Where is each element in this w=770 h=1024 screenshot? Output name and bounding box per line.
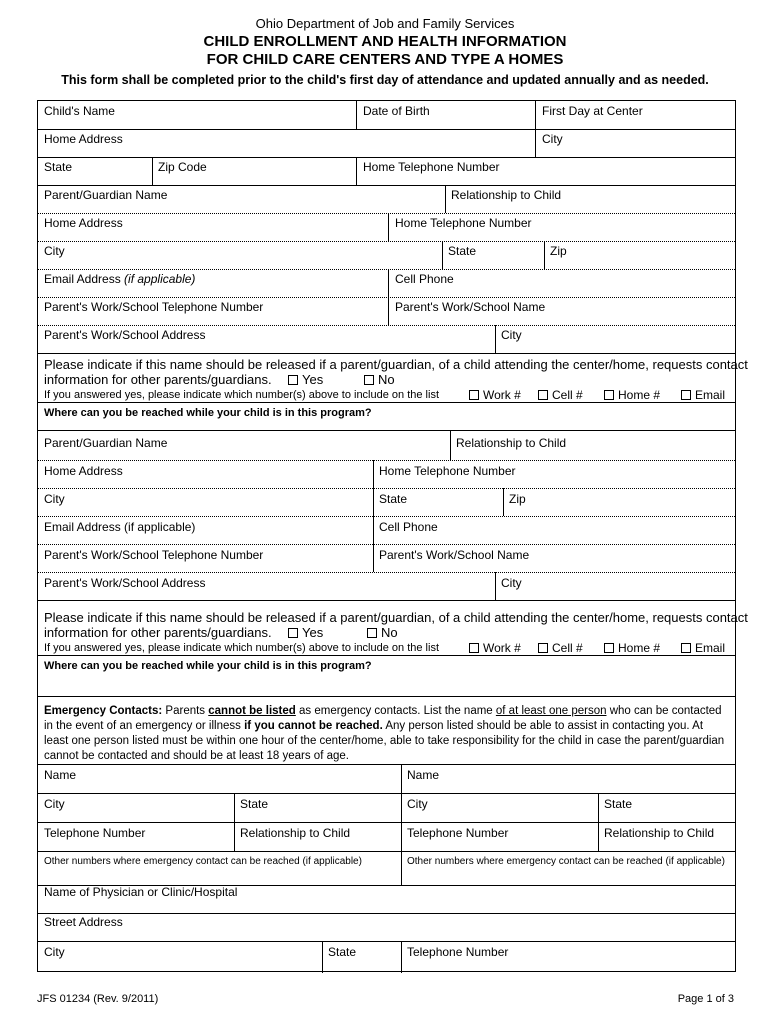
parent1-release-no[interactable]: No [364,372,395,387]
ec1-city-field[interactable]: City [44,797,65,811]
checkbox-icon [364,375,374,385]
form-title-line-1: CHILD ENROLLMENT AND HEALTH INFORMATION [203,33,567,50]
parent2-relationship-field[interactable]: Relationship to Child [456,436,567,450]
child-state-field[interactable]: State [44,160,73,174]
parent1-email-field[interactable]: Email Address (if applicable) [44,272,196,286]
parent1-work-phone-field[interactable]: Parent's Work/School Telephone Number [44,300,264,314]
ec2-phone-field[interactable]: Telephone Number [407,826,509,840]
parent1-opt-email[interactable]: Email [681,388,725,402]
parent1-cell-field[interactable]: Cell Phone [395,272,454,286]
parent2-release-no[interactable]: No [367,625,398,640]
ec2-state-field[interactable]: State [604,797,633,811]
child-zip-field[interactable]: Zip Code [158,160,207,174]
checkbox-icon [538,390,548,400]
parent1-release-question: Please indicate if this name should be released if a parent/guardian, of a child attending the center/home, requests contact [44,357,748,372]
parent1-release-yes[interactable]: Yes [288,372,323,387]
parent1-state-field[interactable]: State [448,244,477,258]
parent2-opt-work[interactable]: Work # [469,641,521,655]
physician-street-field[interactable]: Street Address [44,915,123,929]
enrollment-form [37,100,748,972]
ec1-name-field[interactable]: Name [44,768,77,782]
physician-city-field[interactable]: City [44,945,65,959]
parent1-relationship-field[interactable]: Relationship to Child [451,188,562,202]
date-of-birth-field[interactable]: Date of Birth [363,104,430,118]
parent2-work-phone-field[interactable]: Parent's Work/School Telephone Number [44,548,264,562]
checkbox-icon [288,375,298,385]
parent2-name-field[interactable]: Parent/Guardian Name [44,436,168,450]
parent1-numbers-question: If you answered yes, please indicate which number(s) above to include on the list [44,389,439,401]
parent2-home-address-field[interactable]: Home Address [44,464,123,478]
parent2-cell-field[interactable]: Cell Phone [379,520,438,534]
parent1-home-address-field[interactable]: Home Address [44,216,123,230]
parent2-numbers-question: If you answered yes, please indicate which number(s) above to include on the list [44,642,439,654]
parent2-opt-email[interactable]: Email [681,641,725,655]
physician-state-field[interactable]: State [328,945,357,959]
checkbox-icon [469,643,479,653]
parent2-release-yes[interactable]: Yes [288,625,323,640]
childs-name-field[interactable]: Child's Name [44,104,115,118]
parent2-email-field[interactable]: Email Address (if applicable) [44,520,196,534]
form-title-line-2: FOR CHILD CARE CENTERS AND TYPE A HOMES [206,51,564,68]
emergency-contacts-instructions: Emergency Contacts: Parents cannot be listed as emergency contacts. List the name of at least one person who can be contacted in the event of an emergency or illness if you cannot be reached. Any person listed should be able to assist in contacting you. At least one person listed must be within one hour of the center/home, able to take responsibility for the child in case the parent/guardian cannot be contacted and should be at least 18 years of age. [44,705,725,762]
page-number: Page 1 of 3 [677,993,734,1005]
parent1-release-line2: information for other parents/guardians. [44,372,272,387]
physician-name-field[interactable]: Name of Physician or Clinic/Hospital [44,885,238,899]
form-id: JFS 01234 (Rev. 9/2011) [37,993,159,1005]
parent1-opt-home[interactable]: Home # [604,388,660,402]
child-home-phone-field[interactable]: Home Telephone Number [363,160,500,174]
parent2-opt-cell[interactable]: Cell # [538,641,583,655]
parent1-work-city-field[interactable]: City [501,328,522,342]
parent1-zip-field[interactable]: Zip [550,244,567,258]
checkbox-icon [604,390,614,400]
checkbox-icon [681,390,691,400]
parent2-work-address-field[interactable]: Parent's Work/School Address [44,576,206,590]
parent1-opt-cell[interactable]: Cell # [538,388,583,402]
parent1-opt-work[interactable]: Work # [469,388,521,402]
parent2-work-city-field[interactable]: City [501,576,522,590]
ec2-name-field[interactable]: Name [407,768,440,782]
parent1-reach-question[interactable]: Where can you be reached while your child is in this program? [44,407,372,419]
physician-phone-field[interactable]: Telephone Number [407,945,509,959]
checkbox-icon [288,628,298,638]
parent1-name-field[interactable]: Parent/Guardian Name [44,188,168,202]
parent2-city-field[interactable]: City [44,492,65,506]
ec1-state-field[interactable]: State [240,797,269,811]
parent1-work-address-field[interactable]: Parent's Work/School Address [44,328,206,342]
ec2-city-field[interactable]: City [407,797,428,811]
form-instruction: This form shall be completed prior to the child's first day of attendance and updated annually and as needed. [61,73,709,87]
agency-name: Ohio Department of Job and Family Services [255,16,515,31]
checkbox-icon [681,643,691,653]
ec1-other-numbers-field[interactable]: Other numbers where emergency contact can be reached (if applicable) [44,856,362,867]
parent2-state-field[interactable]: State [379,492,408,506]
parent2-work-name-field[interactable]: Parent's Work/School Name [379,548,530,562]
parent1-city-field[interactable]: City [44,244,65,258]
parent1-work-name-field[interactable]: Parent's Work/School Name [395,300,546,314]
child-home-address-field[interactable]: Home Address [44,132,123,146]
parent2-home-phone-field[interactable]: Home Telephone Number [379,464,516,478]
parent2-release-question: Please indicate if this name should be released if a parent/guardian, of a child attending the center/home, requests contact [44,610,748,625]
parent2-opt-home[interactable]: Home # [604,641,660,655]
checkbox-icon [538,643,548,653]
parent2-release-line2: information for other parents/guardians. [44,625,272,640]
child-city-field[interactable]: City [542,132,563,146]
parent1-home-phone-field[interactable]: Home Telephone Number [395,216,532,230]
parent2-reach-question[interactable]: Where can you be reached while your child is in this program? [44,660,372,672]
ec1-phone-field[interactable]: Telephone Number [44,826,146,840]
ec2-relationship-field[interactable]: Relationship to Child [604,826,715,840]
checkbox-icon [469,390,479,400]
checkbox-icon [367,628,377,638]
checkbox-icon [604,643,614,653]
first-day-field[interactable]: First Day at Center [542,104,643,118]
parent2-zip-field[interactable]: Zip [509,492,526,506]
ec1-relationship-field[interactable]: Relationship to Child [240,826,351,840]
ec2-other-numbers-field[interactable]: Other numbers where emergency contact can be reached (if applicable) [407,856,725,867]
